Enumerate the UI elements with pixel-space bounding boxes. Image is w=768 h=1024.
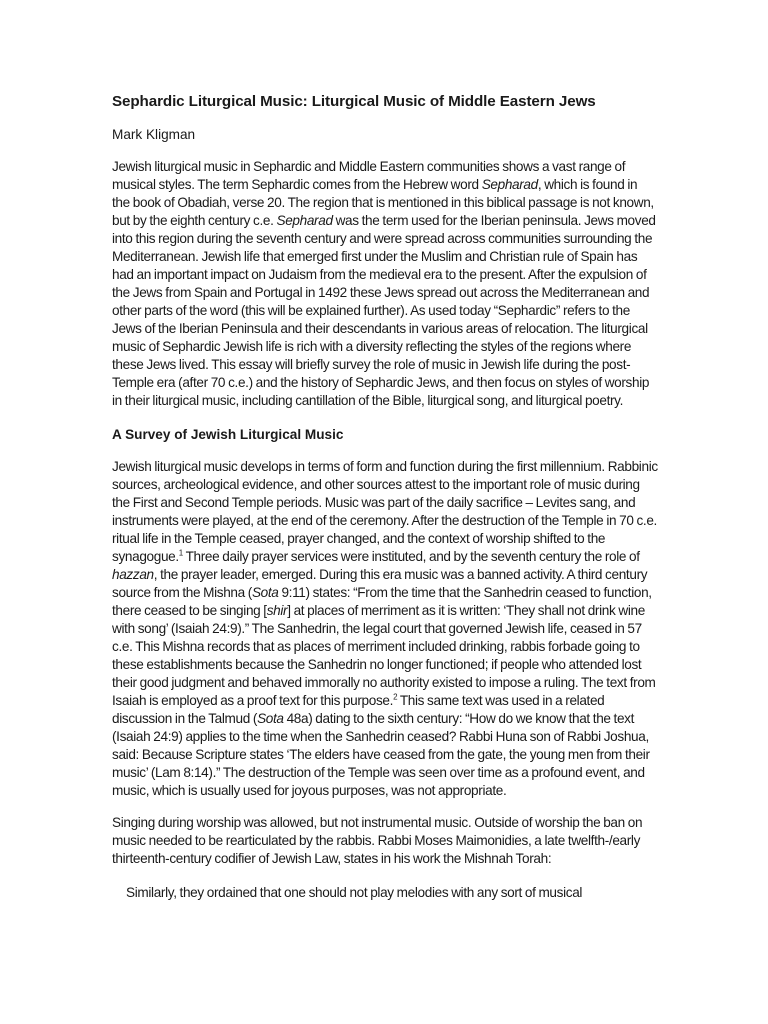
text-run: Three daily prayer services were instituted, and by the seventh century the role of	[182, 549, 640, 564]
text-run: This same text was used in a related discussion in the Talmud (	[112, 693, 605, 726]
italic-term: Sota	[257, 711, 284, 726]
italic-term: Sepharad	[276, 213, 333, 228]
text-run: 9:11) states: “From the time that the Sanhedrin ceased to function, there ceased to be singing [	[112, 585, 652, 618]
worship-paragraph: Singing during worship was allowed, but not instrumental music. Outside of worship the ban on music needed to be rearticulated by the rabbis. Rabbi Moses Maimonidies, a late twelfth-/early thirteenth-century codifier of Jewish Law, states in his work the Mishnah Torah:	[112, 815, 643, 866]
intro-paragraph	[112, 158, 658, 410]
italic-term: Sepharad	[481, 177, 538, 192]
footnote-marker[interactable]: 2	[393, 692, 398, 702]
text-run: 48a) dating to the sixth century: “How do we know that the text (Isaiah 24:9) applies to the time when the Sanhedrin ceased? Rabbi Huna son of Rabbi Joshua, said: Because Scripture states ‘The elders have ceased from the gate, the young men from their music’ (Lam 8:14).” The destruction of the Temple was seen over time as a profound event, and music, which is usually used for joyous purposes, was not appropriate.	[112, 711, 650, 798]
text-run: , which is found in the book of Obadiah, verse 20. The region that is mentioned in this biblical passage is not known, but by the eighth century c.e.	[112, 177, 654, 228]
text-run: was the term used for the Iberian peninsula. Jews moved into this region during the seventh century and were spread across communities surrounding the Mediterranean. Jewish life that emerged first under the Muslim and Christian rule of Spain has had an important impact on Judaism from the medieval era to the present. After the expulsion of the Jews from Spain and Portugal in 1492 these Jews spread out across the Mediterranean and other parts of the word (this will be explained further). As used today “Sephardic” refers to the Jews of the Iberian Peninsula and their descendants in various areas of relocation. The liturgical music of Sephardic Jewish life is rich with a diversity reflecting the styles of the regions where these Jews lived. This essay will briefly survey the role of music in Jewish life during the post-Temple era (after 70 c.e.) and the history of Sephardic Jews, and then focus on styles of worship in their liturgical music, including cantillation of the Bible, liturgical song, and liturgical poetry.	[112, 213, 656, 408]
text-run: ] at places of merriment as it is written: ‘They shall not drink wine with song’ (Isaiah 24:9).” The Sanhedrin, the legal court that governed Jewish life, ceased in 57 c.e. This Mishna records that as places of merriment included drinking, rabbis forbade going to these establishments because the Sanhedrin no longer functioned; if people who attended lost their good judgment and behaved immorally no authority existed to impose a ruling. The text from Isaiah is employed as a proof text for this purpose.	[112, 603, 656, 708]
footnote-marker[interactable]: 1	[178, 548, 183, 558]
section-heading: A Survey of Jewish Liturgical Music	[112, 427, 344, 442]
text-run: , the prayer leader, emerged. During this era music was a banned activity. A third century source from the Mishna (	[112, 567, 648, 600]
italic-term: shir	[266, 603, 288, 618]
survey-paragraph	[112, 458, 658, 800]
italic-term: Sota	[251, 585, 279, 600]
author-name: Mark Kligman	[112, 127, 196, 142]
text-run: Jewish liturgical music in Sephardic and Middle Eastern communities shows a vast range of musical styles. The term Sephardic comes from the Hebrew word	[112, 159, 626, 192]
text-run: Jewish liturgical music develops in terms of form and function during the first millennium. Rabbinic sources, archeological evidence, and other sources attest to the important role of music during the First and Second Temple periods. Music was part of the daily sacrifice – Levites sang, and instruments were played, at the end of the ceremony. After the destruction of the Temple in 70 c.e. ritual life in the Temple ceased, prayer changed, and the context of worship shifted to the synagogue.	[112, 459, 658, 564]
document-title: Sephardic Liturgical Music: Liturgical Music of Middle Eastern Jews	[112, 93, 596, 110]
block-quote: Similarly, they ordained that one should not play melodies with any sort of musical	[126, 885, 583, 900]
italic-term: hazzan	[112, 567, 154, 582]
